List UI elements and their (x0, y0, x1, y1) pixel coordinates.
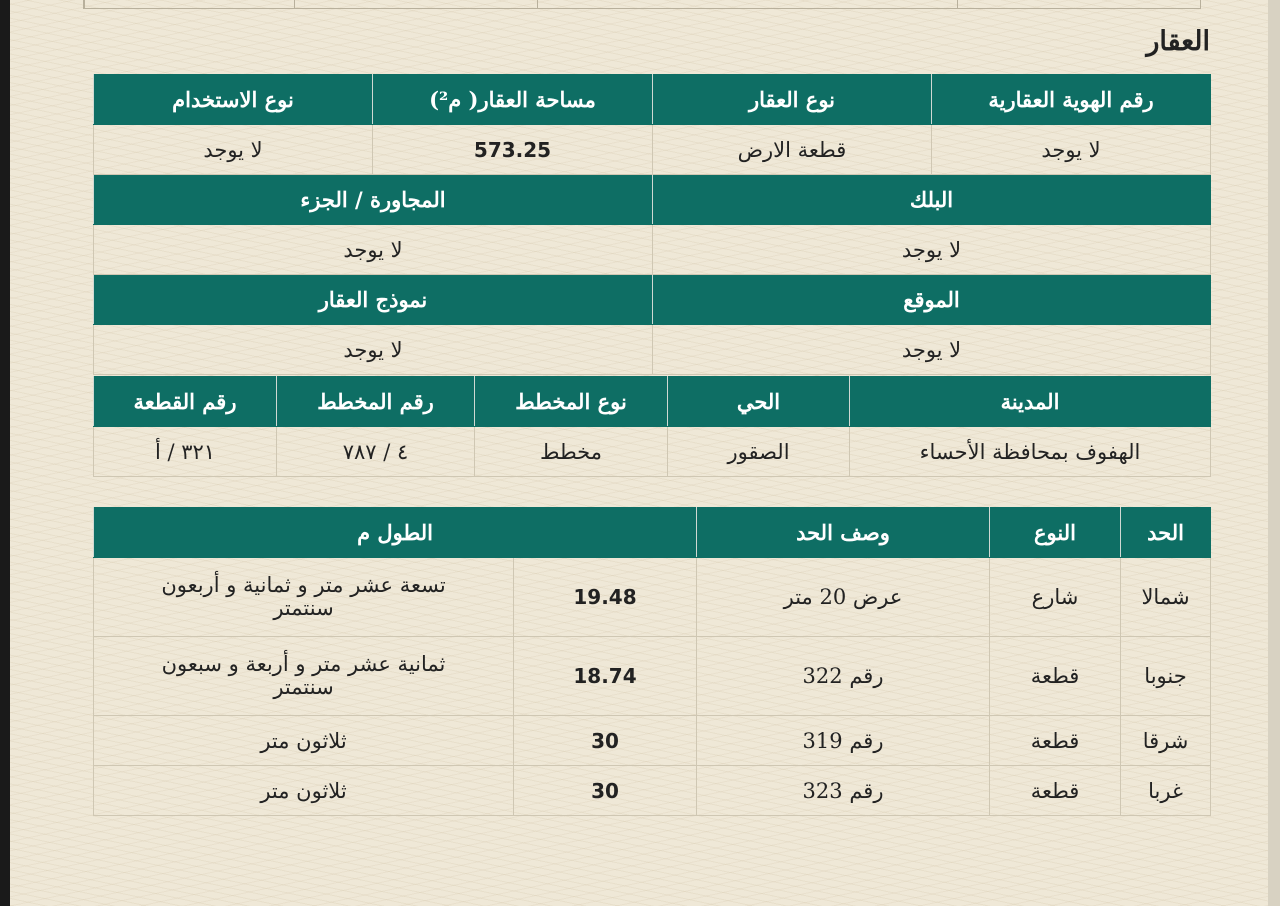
boundary-side: غربا (1121, 766, 1211, 816)
property-table (93, 74, 1211, 375)
header-district: الحي (668, 377, 850, 427)
header-city: المدينة (850, 377, 1211, 427)
value-property-area: 573.25 (373, 125, 653, 175)
location-table (93, 376, 1211, 477)
header-length: الطول م (94, 508, 697, 558)
value-plan-number: ٤ / ٧٨٧ (277, 427, 475, 477)
boundary-description: رقم 319 (697, 716, 990, 766)
boundary-type: شارع (990, 558, 1121, 637)
header-plan-number: رقم المخطط (277, 377, 475, 427)
boundary-side: جنوبا (1121, 637, 1211, 716)
length-text: تسعة عشر متر و ثمانية و أربعون سنتمتر (161, 573, 446, 620)
header-neighborhood-part: المجاورة / الجزء (94, 175, 653, 225)
boundaries-table (93, 507, 1211, 816)
value-district: الصقور (668, 427, 850, 477)
boundary-type: قطعة (990, 716, 1121, 766)
boundary-length-text: ثلاثون متر (94, 716, 514, 766)
boundary-length-text: ثلاثون متر (94, 766, 514, 816)
boundary-length: 30 (514, 716, 697, 766)
header-boundary: الحد (1121, 508, 1211, 558)
boundary-length-text (94, 637, 514, 716)
value-block: لا يوجد (653, 225, 1211, 275)
boundary-side: شمالا (1121, 558, 1211, 637)
header-plot-number: رقم القطعة (94, 377, 277, 427)
header-property-area: مساحة العقار( م²) (373, 75, 653, 125)
boundary-row (94, 637, 1211, 716)
page-edge (1268, 0, 1280, 906)
value-property-type: قطعة الارض (653, 125, 932, 175)
boundary-row (94, 766, 1211, 816)
value-neighborhood-part: لا يوجد (94, 225, 653, 275)
header-type: النوع (990, 508, 1121, 558)
header-plan-type: نوع المخطط (475, 377, 668, 427)
value-property-model: لا يوجد (94, 325, 653, 375)
boundary-row (94, 716, 1211, 766)
boundary-length-text (94, 558, 514, 637)
header-property-type: نوع العقار (653, 75, 932, 125)
value-property-id: لا يوجد (932, 125, 1211, 175)
boundary-side: شرقا (1121, 716, 1211, 766)
value-location: لا يوجد (653, 325, 1211, 375)
boundary-length: 18.74 (514, 637, 697, 716)
boundary-type: قطعة (990, 766, 1121, 816)
header-block: البلك (653, 175, 1211, 225)
previous-table-bottom-edge (83, 0, 1201, 9)
boundary-length: 19.48 (514, 558, 697, 637)
value-plot-number: ٣٢١ / أ (94, 427, 277, 477)
boundary-description: رقم 322 (697, 637, 990, 716)
boundary-description: رقم 323 (697, 766, 990, 816)
boundary-length: 30 (514, 766, 697, 816)
boundary-description: عرض 20 متر (697, 558, 990, 637)
header-usage-type: نوع الاستخدام (94, 75, 373, 125)
header-boundary-description: وصف الحد (697, 508, 990, 558)
section-title: العقار (1146, 26, 1210, 57)
value-usage-type: لا يوجد (94, 125, 373, 175)
header-property-model: نموذج العقار (94, 275, 653, 325)
length-text: ثمانية عشر متر و أربعة و سبعون سنتمتر (161, 652, 446, 699)
header-location: الموقع (653, 275, 1211, 325)
boundary-type: قطعة (990, 637, 1121, 716)
boundary-row (94, 558, 1211, 637)
value-city: الهفوف بمحافظة الأحساء (850, 427, 1211, 477)
value-plan-type: مخطط (475, 427, 668, 477)
header-property-id: رقم الهوية العقارية (932, 75, 1211, 125)
